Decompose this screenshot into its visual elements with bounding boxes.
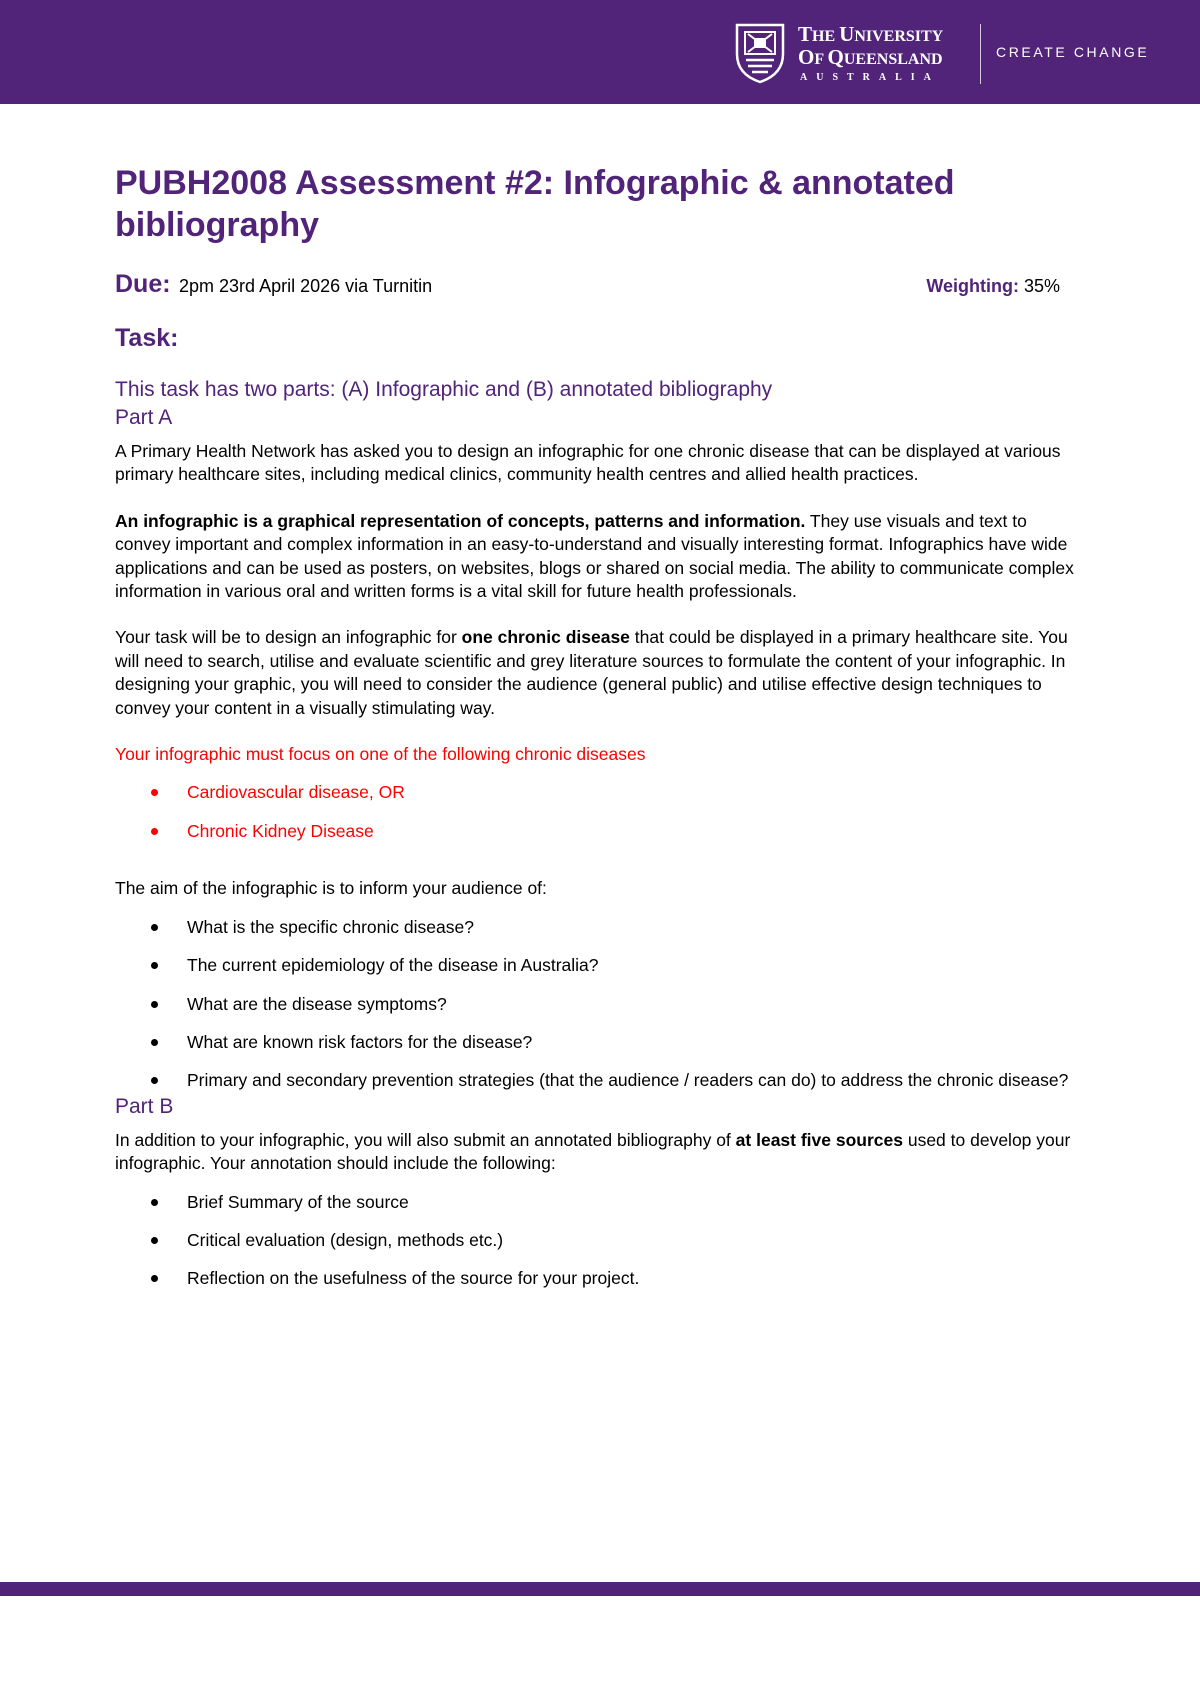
list-item: What is the specific chronic disease? — [115, 916, 1075, 939]
uq-crest-icon — [734, 22, 786, 84]
list-item: Primary and secondary prevention strategies (that the audience / readers can do) to address the chronic disease? — [115, 1069, 1075, 1092]
university-name-line2: OF QUEENSLAND — [798, 45, 943, 69]
weighting — [926, 276, 1060, 297]
bullet-icon — [151, 1077, 158, 1084]
university-name-line1: THE UNIVERSITY — [798, 22, 944, 46]
task-heading: Task: — [115, 324, 179, 352]
list-item: Critical evaluation (design, methods etc.) — [115, 1229, 1075, 1252]
bullet-icon — [151, 789, 158, 796]
bullet-icon — [151, 1039, 158, 1046]
university-country: AUSTRALIA — [800, 72, 940, 83]
part-b-paragraph: In addition to your infographic, you will also submit an annotated bibliography of at least five sources used to develop your infographic. Your annotation should include the following: — [115, 1129, 1071, 1174]
list-item: Cardiovascular disease, OR — [115, 781, 1075, 804]
aim-list — [115, 916, 1075, 1093]
aim-text: The aim of the infographic is to inform your audience of: — [115, 878, 547, 899]
focus-text: Your infographic must focus on one of the following chronic diseases — [115, 744, 646, 765]
due-row — [115, 270, 1075, 300]
bullet-icon — [151, 1237, 158, 1244]
list-item: What are the disease symptoms? — [115, 993, 1075, 1016]
part-a-paragraph-1: A Primary Health Network has asked you to design an infographic for one chronic disease that can be displayed at various primary healthcare sites, including medical clinics, community health centres and allied health practices. — [115, 441, 1061, 485]
header-bar — [0, 0, 1200, 104]
annotation-list — [115, 1191, 1075, 1291]
bullet-icon — [151, 1001, 158, 1008]
bullet-icon — [151, 962, 158, 969]
bullet-icon — [151, 828, 158, 835]
list-item: The current epidemiology of the disease in Australia? — [115, 954, 1075, 977]
bullet-icon — [151, 924, 158, 931]
part-a-paragraph-2: An infographic is a graphical representation of concepts, patterns and information. They use visuals and text to convey important and complex information in an easy-to-understand and visually interesting format. Infographics have wide applications and can be used as posters, on websites, blogs or shared on social media. The ability to communicate complex information in various oral and written forms is a vital skill for future health professionals. — [115, 510, 1074, 602]
bullet-icon — [151, 1275, 158, 1282]
document-body — [115, 162, 1075, 1291]
weighting-value: 35% — [1018, 276, 1060, 296]
list-item: What are known risk factors for the disease? — [115, 1031, 1075, 1054]
logo-divider — [980, 24, 981, 84]
list-item: Brief Summary of the source — [115, 1191, 1075, 1214]
due-label: Due: — [115, 270, 171, 298]
bullet-icon — [151, 1199, 158, 1206]
part-a-heading: Part A — [115, 406, 173, 429]
tagline: CREATE CHANGE — [996, 44, 1150, 60]
part-a-paragraph-3: Your task will be to design an infographic for one chronic disease that could be displayed in a primary healthcare site. You will need to search, utilise and evaluate scientific and grey literature sources to formulate the content of your infographic. In designing your graphic, you will need to consider the audience (general public) and utilise effective design techniques to convey your content in a visually stimulating way. — [115, 627, 1068, 718]
page-title: PUBH2008 Assessment #2: Infographic & annotated bibliography — [115, 164, 955, 244]
due-text: 2pm 23rd April 2026 via Turnitin — [179, 276, 433, 296]
weighting-label: Weighting: — [926, 276, 1019, 296]
task-intro: This task has two parts: (A) Infographic and (B) annotated bibliography — [115, 378, 773, 401]
footer-bar — [0, 1582, 1200, 1596]
disease-list — [115, 781, 1075, 843]
part-b-heading: Part B — [115, 1094, 174, 1118]
list-item: Chronic Kidney Disease — [115, 820, 1075, 843]
list-item: Reflection on the usefulness of the source for your project. — [115, 1267, 1075, 1290]
